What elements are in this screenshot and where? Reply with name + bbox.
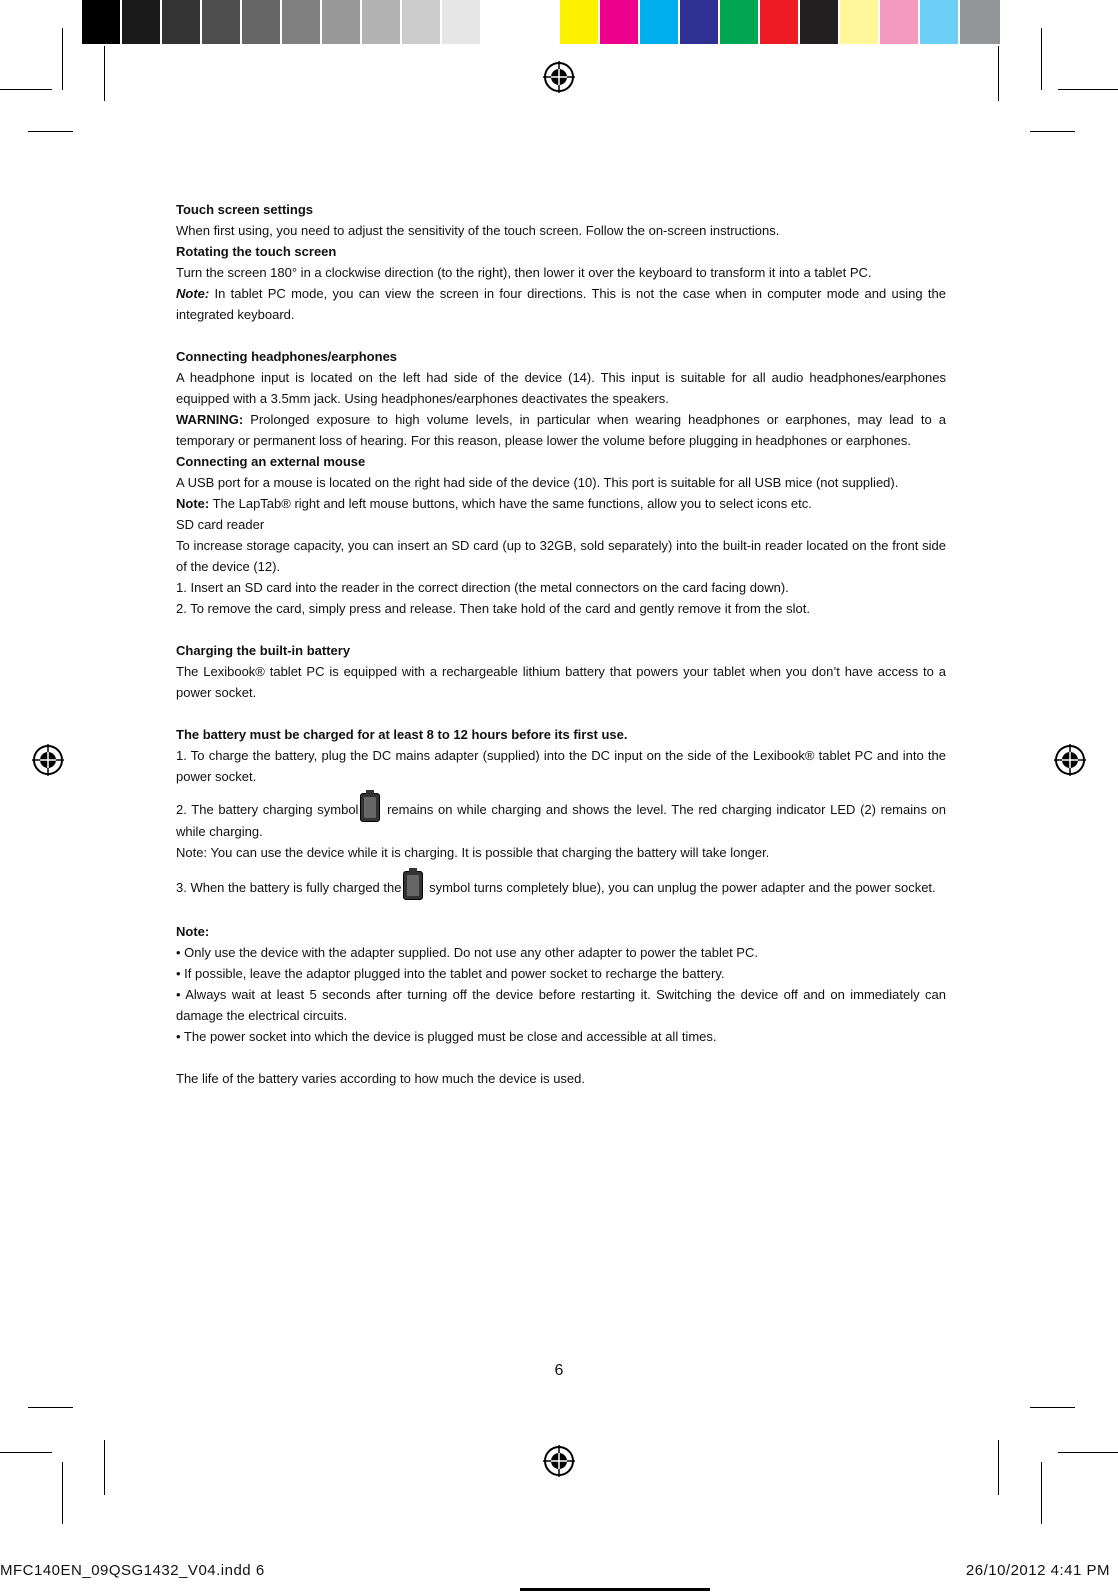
paragraph: A USB port for a mouse is located on the right had side of the device (10). This port is suitable for all USB mice (not supplied). — [176, 475, 899, 490]
paragraph: The life of the battery varies according to how much the device is used. — [176, 1071, 585, 1086]
crop-mark — [1030, 1407, 1075, 1408]
list-item: • The power socket into which the device is plugged must be close and accessible at all times. — [176, 1029, 717, 1044]
note-label: Note: — [176, 496, 210, 511]
crop-mark — [1041, 28, 1042, 90]
gray-swatch — [122, 0, 162, 44]
note-paragraph: Note: You can use the device while it is charging. It is possible that charging the battery will take longer. — [176, 845, 770, 860]
color-swatch — [760, 0, 800, 44]
paragraph: The Lexibook® tablet PC is equipped with a rechargeable lithium battery that powers your tablet when you don’t have access to a power socket. — [176, 664, 946, 700]
paragraph: When first using, you need to adjust the sensitivity of the touch screen. Follow the on-screen instructions. — [176, 223, 780, 238]
color-swatch — [680, 0, 720, 44]
crop-mark — [1030, 131, 1075, 132]
warning-paragraph: WARNING: Prolonged exposure to high volume levels, in particular when wearing headphones or earphones, may lead to a temporary or permanent loss of hearing. For this reason, please lower the volume before plugging in headphones or earphones. — [176, 412, 946, 448]
list-item: 3. When the battery is fully charged the symbol turns completely blue), you can unplug the power adapter and the power socket. — [176, 871, 946, 900]
crop-mark — [998, 46, 999, 101]
gray-swatch — [162, 0, 202, 44]
list-item: • Only use the device with the adapter supplied. Do not use any other adapter to power the tablet PC. — [176, 945, 758, 960]
page-number: 6 — [554, 1362, 564, 1379]
section-heading-battery: Charging the built-in battery — [176, 643, 351, 658]
note-label: Note: — [176, 286, 210, 301]
note-paragraph: Note: In tablet PC mode, you can view the screen in four directions. This is not the case when in computer mode and using the integrated keyboard. — [176, 286, 946, 322]
color-swatch — [720, 0, 760, 44]
registration-mark-icon — [32, 744, 64, 776]
gray-swatch — [242, 0, 282, 44]
section-heading-sd: SD card reader — [176, 517, 265, 532]
list-item: 2. To remove the card, simply press and release. Then take hold of the card and gently remove it from the slot. — [176, 601, 810, 616]
gray-swatch — [402, 0, 442, 44]
crop-mark — [104, 46, 105, 101]
crop-mark — [62, 1462, 63, 1524]
bottom-rule — [520, 1588, 710, 1591]
registration-mark-icon — [1054, 744, 1086, 776]
paragraph: A headphone input is located on the left had side of the device (14). This input is suitable for all audio headphones/earphones equipped with a 3.5mm jack. Using headphones/earphones deactivates the speakers. — [176, 370, 946, 406]
note-paragraph: Note: The LapTab® right and left mouse buttons, which have the same functions, allow you to select icons etc. — [176, 496, 812, 511]
manual-page-content — [176, 199, 946, 1089]
section-heading-rotate: Rotating the touch screen — [176, 244, 337, 259]
color-swatch — [560, 0, 600, 44]
crop-mark — [998, 1440, 999, 1495]
gray-swatch — [482, 0, 522, 44]
color-swatch — [880, 0, 920, 44]
crop-mark — [1058, 1452, 1118, 1453]
crop-mark — [0, 1452, 52, 1453]
gray-swatch — [202, 0, 242, 44]
section-heading-touch: Touch screen settings — [176, 202, 314, 217]
process-color-bar — [560, 0, 1000, 44]
list-item: 1. To charge the battery, plug the DC mains adapter (supplied) into the DC input on the side of the Lexibook® tablet PC and into the power socket. — [176, 748, 946, 784]
print-slug-timestamp: 26/10/2012 4:41 PM — [965, 1562, 1110, 1579]
gray-swatch — [322, 0, 362, 44]
crop-mark — [28, 131, 73, 132]
crop-mark — [1058, 89, 1118, 90]
list-item: • If possible, leave the adaptor plugged into the tablet and power socket to recharge the battery. — [176, 966, 725, 981]
gray-swatch — [442, 0, 482, 44]
crop-mark — [1041, 1462, 1042, 1524]
battery-icon — [403, 871, 423, 900]
gray-swatch — [82, 0, 122, 44]
crop-mark — [0, 89, 52, 90]
list-item: 2. The battery charging symbol remains on while charging and shows the level. The red charging indicator LED (2) remains on while charging. — [176, 793, 946, 842]
crop-mark — [62, 28, 63, 90]
battery-icon — [360, 793, 380, 822]
list-item: 1. Insert an SD card into the reader in the correct direction (the metal connectors on the card facing down). — [176, 580, 789, 595]
paragraph: Turn the screen 180° in a clockwise direction (to the right), then lower it over the keyboard to transform it into a tablet PC. — [176, 265, 872, 280]
registration-mark-icon — [543, 61, 575, 93]
color-swatch — [800, 0, 840, 44]
color-swatch — [600, 0, 640, 44]
gray-swatch — [282, 0, 322, 44]
print-slug-filename: MFC140EN_09QSG1432_V04.indd 6 — [0, 1562, 265, 1579]
gray-swatch — [362, 0, 402, 44]
color-swatch — [840, 0, 880, 44]
color-swatch — [960, 0, 1000, 44]
battery-warning-line: The battery must be charged for at least 8 to 12 hours before its first use. — [176, 727, 628, 742]
crop-mark — [104, 1440, 105, 1495]
color-swatch — [640, 0, 680, 44]
color-swatch — [920, 0, 960, 44]
list-item: • Always wait at least 5 seconds after turning off the device before restarting it. Switching the device off and on immediately can damage the electrical circuits. — [176, 987, 946, 1023]
crop-mark — [28, 1407, 73, 1408]
notes-heading: Note: — [176, 924, 210, 939]
warning-label: WARNING: — [176, 412, 244, 427]
registration-mark-icon — [543, 1445, 575, 1477]
grayscale-color-bar — [82, 0, 522, 44]
section-heading-headphones: Connecting headphones/earphones — [176, 349, 398, 364]
paragraph: To increase storage capacity, you can insert an SD card (up to 32GB, sold separately) into the built-in reader located on the front side of the device (12). — [176, 538, 946, 574]
section-heading-mouse: Connecting an external mouse — [176, 454, 366, 469]
